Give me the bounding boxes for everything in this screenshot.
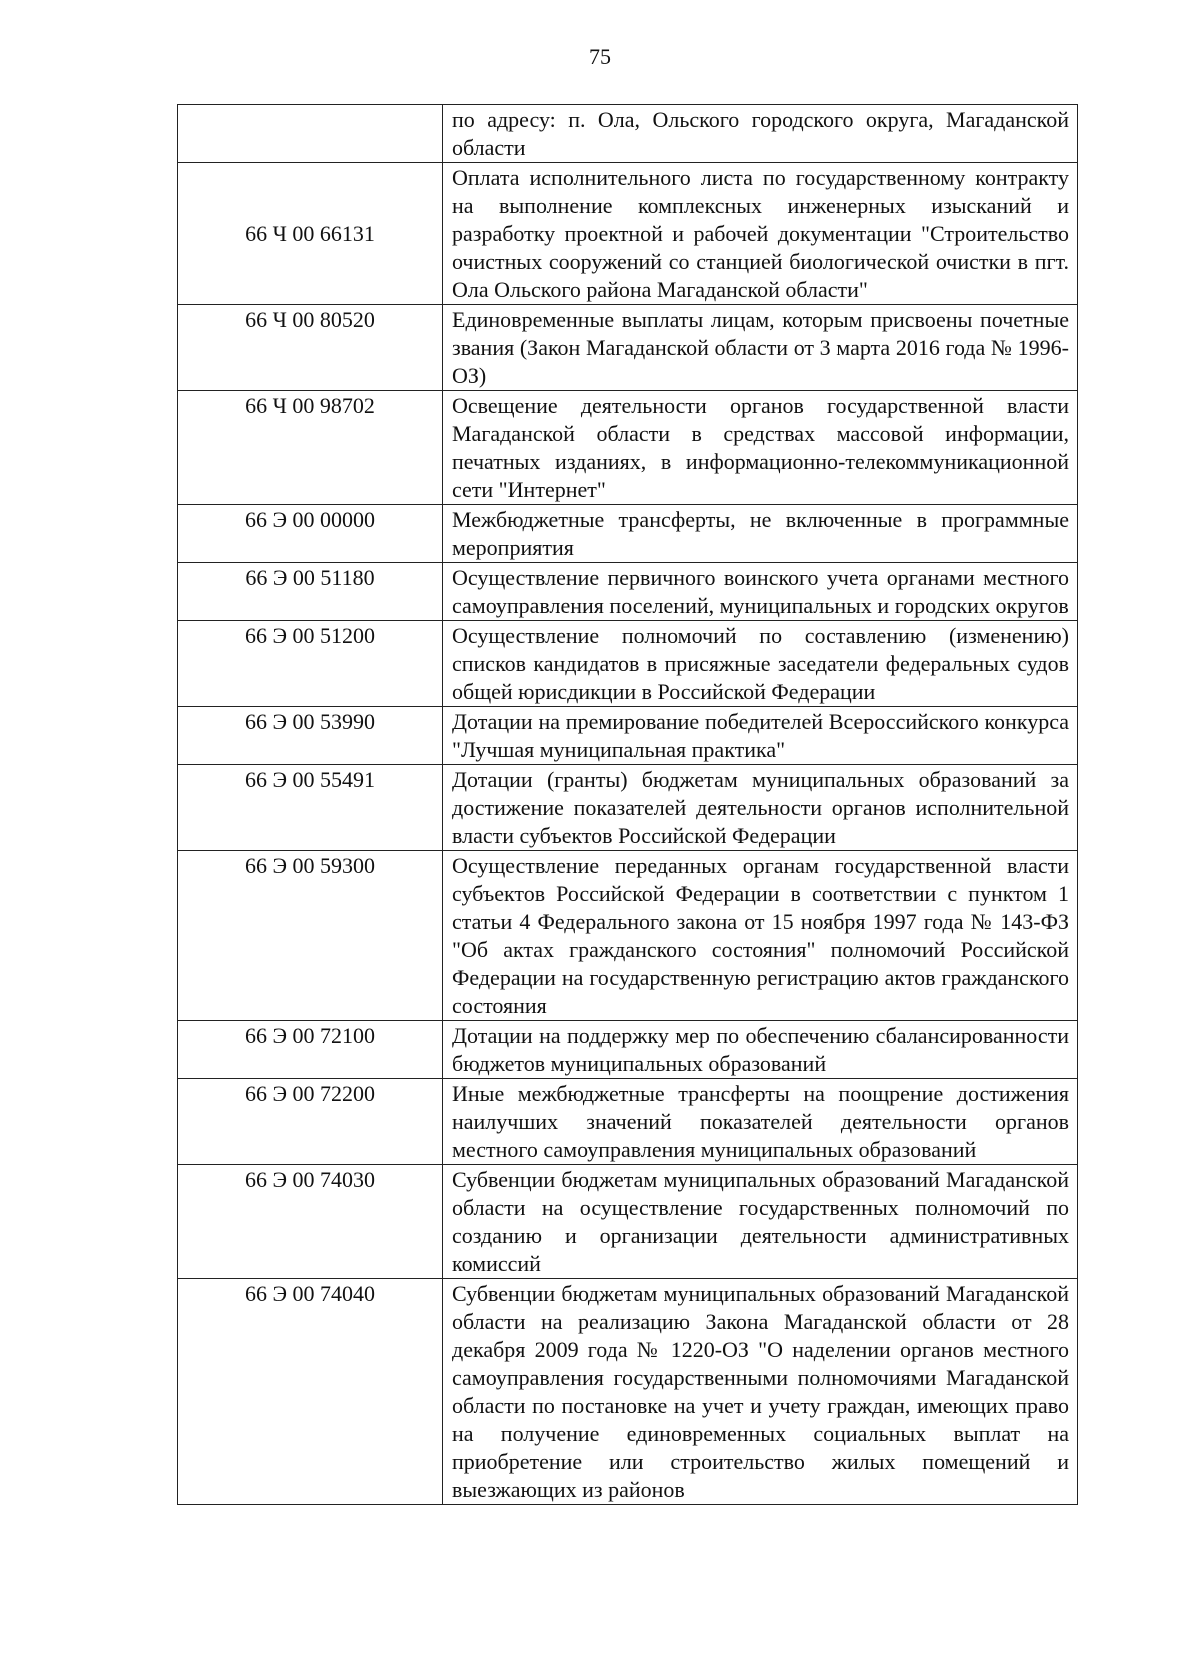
code-cell: 66 Э 00 59300 bbox=[178, 851, 443, 1021]
description-cell bbox=[443, 1079, 1078, 1165]
table-row bbox=[178, 391, 1078, 505]
table-row bbox=[178, 1279, 1078, 1505]
description-cell bbox=[443, 707, 1078, 765]
table-row bbox=[178, 105, 1078, 163]
description-cell bbox=[443, 765, 1078, 851]
code-cell: 66 Э 00 51200 bbox=[178, 621, 443, 707]
description-text: Осуществление полномочий по составлению (изменению) списков кандидатов в присяжные заседатели федеральных судов общей юрисдикции в Российской Федерации bbox=[452, 623, 1069, 704]
description-text: Межбюджетные трансферты, не включенные в программные мероприятия bbox=[452, 507, 1069, 560]
page-number: 75 bbox=[589, 44, 611, 69]
table-row bbox=[178, 621, 1078, 707]
description-cell bbox=[443, 391, 1078, 505]
description-text: Субвенции бюджетам муниципальных образований Магаданской области на осуществление государственных полномочий по созданию и организации деятельности административных комиссий bbox=[452, 1167, 1069, 1276]
code-cell: 66 Э 00 74030 bbox=[178, 1165, 443, 1279]
description-cell bbox=[443, 1279, 1078, 1505]
description-cell bbox=[443, 163, 1078, 305]
code-cell bbox=[178, 105, 443, 163]
table-row bbox=[178, 305, 1078, 391]
table-row bbox=[178, 505, 1078, 563]
description-text: Освещение деятельности органов государственной власти Магаданской области в средствах массовой информации, печатных изданиях, в информационно-телекоммуникационной сети "Интернет" bbox=[452, 393, 1069, 502]
budget-codes-table bbox=[177, 104, 1078, 1505]
table-row bbox=[178, 1079, 1078, 1165]
description-cell bbox=[443, 1021, 1078, 1079]
description-text: Дотации на премирование победителей Всероссийского конкурса "Лучшая муниципальная практика" bbox=[452, 709, 1069, 762]
code-cell: 66 Э 00 55491 bbox=[178, 765, 443, 851]
description-cell bbox=[443, 1165, 1078, 1279]
code-cell: 66 Э 00 72100 bbox=[178, 1021, 443, 1079]
code-cell: 66 Э 00 00000 bbox=[178, 505, 443, 563]
description-cell bbox=[443, 851, 1078, 1021]
table-row bbox=[178, 563, 1078, 621]
table-row bbox=[178, 1021, 1078, 1079]
code-cell: 66 Ч 00 80520 bbox=[178, 305, 443, 391]
table-row bbox=[178, 1165, 1078, 1279]
description-cell bbox=[443, 105, 1078, 163]
description-text: Осуществление переданных органам государственной власти субъектов Российской Федерации в соответствии с пунктом 1 статьи 4 Федерального закона от 15 ноября 1997 года № 143-ФЗ "Об актах гражданского состояния" полномочий Российской Федерации на государственную регистрацию актов гражданского состояния bbox=[452, 853, 1069, 1018]
description-text: Дотации (гранты) бюджетам муниципальных образований за достижение показателей деятельности органов исполнительной власти субъектов Российской Федерации bbox=[452, 767, 1069, 848]
code-cell: 66 Э 00 53990 bbox=[178, 707, 443, 765]
description-text: Субвенции бюджетам муниципальных образований Магаданской области на реализацию Закона Магаданской области от 28 декабря 2009 года № 1220-ОЗ "О наделении органов местного самоуправления государственными полномочиями Магаданской области по постановке на учет и учету граждан, имеющих право на получение единовременных социальных выплат на приобретение или строительство жилых помещений и выезжающих из районов bbox=[452, 1281, 1069, 1502]
description-cell bbox=[443, 621, 1078, 707]
description-text: Иные межбюджетные трансферты на поощрение достижения наилучших значений показателей деятельности органов местного самоуправления муниципальных образований bbox=[452, 1081, 1069, 1162]
code-cell: 66 Э 00 74040 bbox=[178, 1279, 443, 1505]
code-cell: 66 Э 00 51180 bbox=[178, 563, 443, 621]
code-cell: 66 Ч 00 98702 bbox=[178, 391, 443, 505]
description-cell bbox=[443, 305, 1078, 391]
table-row bbox=[178, 851, 1078, 1021]
description-cell bbox=[443, 505, 1078, 563]
description-cell bbox=[443, 563, 1078, 621]
code-cell: 66 Э 00 72200 bbox=[178, 1079, 443, 1165]
description-text: Оплата исполнительного листа по государственному контракту на выполнение комплексных инженерных изысканий и разработку проектной и рабочей документации "Строительство очистных сооружений со станцией биологической очистки в пгт. Ола Ольского района Магаданской области" bbox=[452, 165, 1069, 302]
code-cell: 66 Ч 00 66131 bbox=[178, 163, 443, 305]
description-text: по адресу: п. Ола, Ольского городского округа, Магаданской области bbox=[452, 107, 1069, 160]
description-text: Единовременные выплаты лицам, которым присвоены почетные звания (Закон Магаданской области от 3 марта 2016 года № 1996-ОЗ) bbox=[452, 307, 1069, 388]
table-row bbox=[178, 163, 1078, 305]
table-row bbox=[178, 765, 1078, 851]
description-text: Осуществление первичного воинского учета органами местного самоуправления поселений, муниципальных и городских округов bbox=[452, 565, 1069, 618]
table-row bbox=[178, 707, 1078, 765]
description-text: Дотации на поддержку мер по обеспечению сбалансированности бюджетов муниципальных образований bbox=[452, 1023, 1069, 1076]
